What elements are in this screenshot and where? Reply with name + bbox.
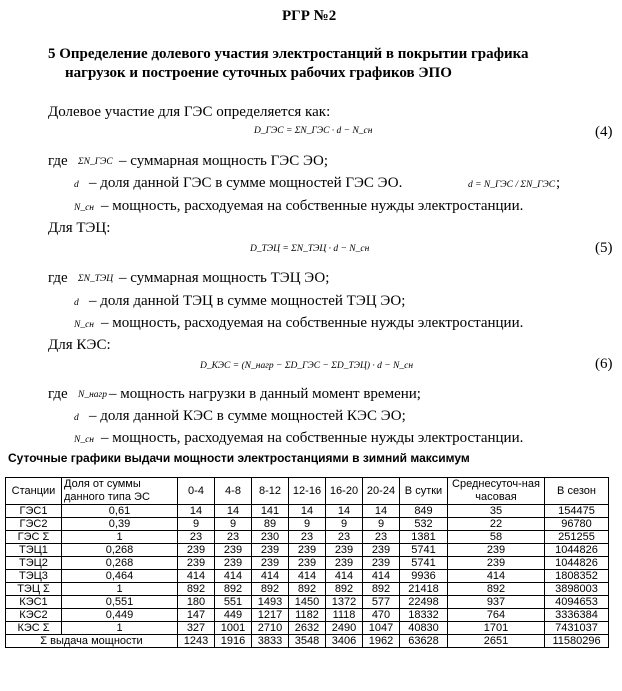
table-row <box>6 583 609 596</box>
table-cell: 230 <box>252 531 289 544</box>
table-cell: 1381 <box>400 531 448 544</box>
ges-formula: D_ГЭС = ΣN_ГЭС · d − N_сн <box>254 126 373 136</box>
power-output-table <box>5 477 609 648</box>
kes-d-text: – доля данной КЭС в сумме мощностей КЭС ЭО; <box>89 408 406 424</box>
table-cell: ТЭЦ3 <box>6 570 62 583</box>
table-header-cell: Станции <box>6 478 62 505</box>
table-cell: ГЭС Σ <box>6 531 62 544</box>
table-cell: 239 <box>252 557 289 570</box>
table-cell: 22498 <box>400 596 448 609</box>
table-cell: 1450 <box>289 596 326 609</box>
table-cell: 9936 <box>400 570 448 583</box>
table-cell: 470 <box>363 609 400 622</box>
table-cell: 1962 <box>363 635 400 648</box>
table-cell: 3898003 <box>545 583 609 596</box>
table-cell: Σ выдача мощности <box>6 635 178 648</box>
table-cell: 14 <box>289 505 326 518</box>
table-cell: 892 <box>215 583 252 596</box>
tec-intro: Для ТЭЦ: <box>48 220 111 236</box>
table-row <box>6 531 609 544</box>
kes-n-symbol: N_сн <box>74 435 95 445</box>
table-row <box>6 518 609 531</box>
table-cell: 22 <box>448 518 545 531</box>
table-cell: 532 <box>400 518 448 531</box>
table-cell: 3406 <box>326 635 363 648</box>
table-cell: 96780 <box>545 518 609 531</box>
table-cell: 239 <box>252 544 289 557</box>
table-cell: 1916 <box>215 635 252 648</box>
ges-n-symbol: N_сн <box>74 203 95 213</box>
table-cell: 9 <box>178 518 215 531</box>
table-cell: 239 <box>289 557 326 570</box>
table-cell: 0,464 <box>62 570 178 583</box>
table-cell: 1182 <box>289 609 326 622</box>
tec-d-symbol: d <box>74 298 79 308</box>
table-cell: 414 <box>215 570 252 583</box>
table-cell: 23 <box>363 531 400 544</box>
table-row <box>6 596 609 609</box>
table-cell: 239 <box>326 557 363 570</box>
table-cell: 849 <box>400 505 448 518</box>
table-cell: 21418 <box>400 583 448 596</box>
kes-formula: D_КЭС = (N_нагр − ΣD_ГЭС − ΣD_ТЭЦ) · d − N_сн <box>200 361 414 371</box>
table-row <box>6 622 609 635</box>
table-cell: 1217 <box>252 609 289 622</box>
kes-where-text: – мощность нагрузки в данный момент времени; <box>109 386 421 402</box>
table-cell: 414 <box>326 570 363 583</box>
table-cell: 1 <box>62 622 178 635</box>
table-cell: 2490 <box>326 622 363 635</box>
table-cell: 892 <box>252 583 289 596</box>
page-title: РГР №2 <box>282 8 337 24</box>
table-cell: 154475 <box>545 505 609 518</box>
table-cell: ГЭС2 <box>6 518 62 531</box>
ges-equation-number: (4) <box>595 124 613 140</box>
table-cell: 449 <box>215 609 252 622</box>
table-header-cell: 8-12 <box>252 478 289 505</box>
table-cell: 89 <box>252 518 289 531</box>
table-cell: 23 <box>326 531 363 544</box>
table-header-cell: 20-24 <box>363 478 400 505</box>
table-cell: 3833 <box>252 635 289 648</box>
table-cell: 141 <box>252 505 289 518</box>
table-cell: 9 <box>289 518 326 531</box>
tec-where-text: – суммарная мощность ТЭЦ ЭО; <box>119 270 330 286</box>
table-cell: ГЭС1 <box>6 505 62 518</box>
tec-formula: D_ТЭЦ = ΣN_ТЭЦ · d − N_сн <box>250 244 370 254</box>
table-row <box>6 505 609 518</box>
kes-where-symbol: N_нагр <box>78 390 108 400</box>
table-cell: 23 <box>215 531 252 544</box>
table-cell: 892 <box>363 583 400 596</box>
table-cell: 1372 <box>326 596 363 609</box>
table-cell: 0,268 <box>62 557 178 570</box>
table-cell: 1493 <box>252 596 289 609</box>
kes-where-label: где <box>48 386 68 402</box>
table-cell: 577 <box>363 596 400 609</box>
table-cell: 414 <box>363 570 400 583</box>
table-cell: 1118 <box>326 609 363 622</box>
table-cell: 0,449 <box>62 609 178 622</box>
table-cell: 239 <box>215 557 252 570</box>
tec-where-symbol: ΣN_ТЭЦ <box>78 274 114 284</box>
ges-where-text: – суммарная мощность ГЭС ЭО; <box>119 153 329 169</box>
tec-n-symbol: N_сн <box>74 320 95 330</box>
table-cell: 937 <box>448 596 545 609</box>
table-cell: 0,551 <box>62 596 178 609</box>
table-cell: 3548 <box>289 635 326 648</box>
table-cell: 1044826 <box>545 544 609 557</box>
table-cell: 14 <box>363 505 400 518</box>
table-cell: 14 <box>178 505 215 518</box>
table-cell: 9 <box>215 518 252 531</box>
table-cell: 1044826 <box>545 557 609 570</box>
table-cell: 4094653 <box>545 596 609 609</box>
table-cell: КЭС2 <box>6 609 62 622</box>
section-heading-line1: 5 Определение долевого участия электростанций в покрытии графика <box>48 46 529 62</box>
table-cell: 1808352 <box>545 570 609 583</box>
table-header-cell: 16-20 <box>326 478 363 505</box>
table-row <box>6 609 609 622</box>
table-cell: 1701 <box>448 622 545 635</box>
table-cell: 0,268 <box>62 544 178 557</box>
table-cell: КЭС Σ <box>6 622 62 635</box>
table-cell: 239 <box>363 544 400 557</box>
ges-d-formula: d = N_ГЭС / ΣN_ГЭС <box>468 180 556 190</box>
table-cell: 2632 <box>289 622 326 635</box>
tec-where-label: где <box>48 270 68 286</box>
table-cell: КЭС1 <box>6 596 62 609</box>
table-cell: 551 <box>215 596 252 609</box>
table-cell: 892 <box>448 583 545 596</box>
table-cell: 14 <box>326 505 363 518</box>
table-cell: 1 <box>62 531 178 544</box>
table-header-cell: 4-8 <box>215 478 252 505</box>
table-caption: Суточные графики выдачи мощности электростанциями в зимний максимум <box>8 451 470 465</box>
table-cell: 2651 <box>448 635 545 648</box>
table-cell: 5741 <box>400 557 448 570</box>
table-header-cell: 12-16 <box>289 478 326 505</box>
table-cell: ТЭЦ2 <box>6 557 62 570</box>
table-cell: 7431037 <box>545 622 609 635</box>
table-cell: 0,39 <box>62 518 178 531</box>
section-heading-line2: нагрузок и построение суточных рабочих графиков ЭПО <box>65 65 452 81</box>
table-header-row <box>6 478 609 505</box>
table-header-cell: В сезон <box>545 478 609 505</box>
ges-intro: Долевое участие для ГЭС определяется как: <box>48 104 331 120</box>
table-cell: 239 <box>448 544 545 557</box>
table-cell: 23 <box>289 531 326 544</box>
table-cell: 147 <box>178 609 215 622</box>
table-cell: ТЭЦ Σ <box>6 583 62 596</box>
table-cell: 239 <box>215 544 252 557</box>
table-cell: 35 <box>448 505 545 518</box>
kes-n-text: – мощность, расходуемая на собственные нужды электростанции. <box>101 430 524 446</box>
ges-where-symbol: ΣN_ГЭС <box>78 157 113 167</box>
table-cell: 58 <box>448 531 545 544</box>
table-cell: 14 <box>215 505 252 518</box>
table-cell: 327 <box>178 622 215 635</box>
table-cell: 239 <box>178 544 215 557</box>
table-cell: 0,61 <box>62 505 178 518</box>
table-cell: 63628 <box>400 635 448 648</box>
ges-where-label: где <box>48 153 68 169</box>
table-cell: 1047 <box>363 622 400 635</box>
table-cell: 239 <box>289 544 326 557</box>
table-cell: 3336384 <box>545 609 609 622</box>
table-cell: 239 <box>363 557 400 570</box>
table-cell: 1001 <box>215 622 252 635</box>
table-cell: 11580296 <box>545 635 609 648</box>
ges-d-tail: ; <box>556 175 561 191</box>
tec-n-text: – мощность, расходуемая на собственные нужды электростанции. <box>101 315 524 331</box>
kes-intro: Для КЭС: <box>48 337 111 353</box>
table-cell: 9 <box>363 518 400 531</box>
table-row <box>6 570 609 583</box>
table-cell: 40830 <box>400 622 448 635</box>
kes-equation-number: (6) <box>595 356 613 372</box>
ges-d-text: – доля данной ГЭС в сумме мощностей ГЭС ЭО. <box>89 175 403 191</box>
table-cell: 239 <box>448 557 545 570</box>
table-cell: 414 <box>252 570 289 583</box>
table-cell: 9 <box>326 518 363 531</box>
table-cell: 414 <box>178 570 215 583</box>
table-row <box>6 557 609 570</box>
table-header-cell: В сутки <box>400 478 448 505</box>
table-row <box>6 635 609 648</box>
table-cell: 239 <box>178 557 215 570</box>
table-cell: 1243 <box>178 635 215 648</box>
tec-d-text: – доля данной ТЭЦ в сумме мощностей ТЭЦ ЭО; <box>89 293 406 309</box>
table-cell: 18332 <box>400 609 448 622</box>
table-row <box>6 544 609 557</box>
table-header-cell: 0-4 <box>178 478 215 505</box>
table-cell: 239 <box>326 544 363 557</box>
table-cell: ТЭЦ1 <box>6 544 62 557</box>
table-cell: 5741 <box>400 544 448 557</box>
table-cell: 1 <box>62 583 178 596</box>
table-cell: 414 <box>448 570 545 583</box>
tec-equation-number: (5) <box>595 240 613 256</box>
table-cell: 892 <box>289 583 326 596</box>
table-cell: 892 <box>326 583 363 596</box>
ges-d-symbol: d <box>74 180 79 190</box>
table-cell: 764 <box>448 609 545 622</box>
ges-n-text: – мощность, расходуемая на собственные нужды электростанции. <box>101 198 524 214</box>
table-cell: 251255 <box>545 531 609 544</box>
kes-d-symbol: d <box>74 413 79 423</box>
table-cell: 23 <box>178 531 215 544</box>
table-cell: 414 <box>289 570 326 583</box>
table-cell: 892 <box>178 583 215 596</box>
table-header-cell: Доля от суммы данного типа ЭС <box>62 478 178 505</box>
table-header-cell: Среднесуточ-ная часовая <box>448 478 545 505</box>
table-cell: 180 <box>178 596 215 609</box>
table-cell: 2710 <box>252 622 289 635</box>
